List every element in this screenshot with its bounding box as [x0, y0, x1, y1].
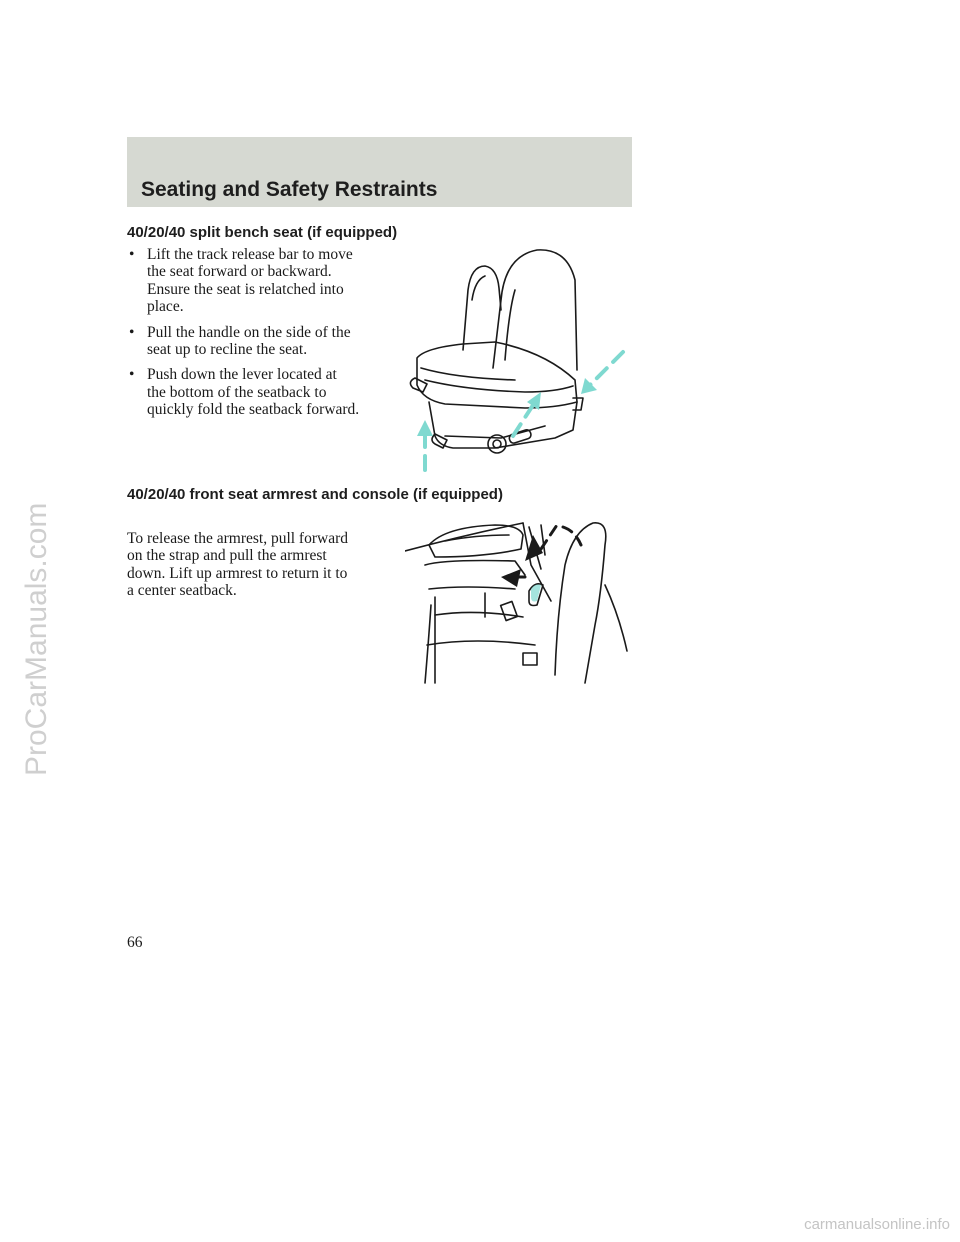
paragraph-line: a center seatback. — [127, 582, 237, 600]
bullet-dot: • — [129, 366, 135, 384]
armrest-console-illustration — [405, 505, 633, 685]
bullet-line: Lift the track release bar to move — [147, 246, 353, 263]
bullet-item — [127, 246, 397, 316]
bullet-dot: • — [129, 246, 135, 263]
footer-watermark: carmanualsonline.info — [804, 1216, 950, 1233]
bullet-line: Pull the handle on the side of the — [147, 323, 351, 341]
paragraph-line: on the strap and pull the armrest — [127, 547, 327, 565]
bullet-line: place. — [147, 298, 184, 316]
bullet-item — [127, 324, 397, 359]
bullet-line: seat up to recline the seat. — [147, 341, 308, 359]
bullet-item — [127, 366, 397, 418]
bullet-line: the bottom of the seatback to — [147, 383, 327, 401]
armrest-heading: 40/20/40 front seat armrest and console (if equipped) — [127, 486, 503, 503]
bullet-line: Ensure the seat is relatched into — [147, 280, 344, 298]
side-watermark — [2, 440, 58, 780]
bullet-dot: • — [129, 323, 135, 341]
bullet-line: Push down the lever located at — [147, 366, 337, 384]
bullet-line: quickly fold the seatback forward. — [147, 401, 360, 419]
side-watermark-text: ProCarManuals.com — [20, 502, 53, 776]
section-title: Seating and Safety Restraints — [141, 178, 438, 201]
paragraph-line: down. Lift up armrest to return it to — [127, 564, 348, 582]
armrest-paragraph — [127, 530, 397, 600]
split-bench-bullet-list — [127, 246, 397, 427]
split-bench-heading: 40/20/40 split bench seat (if equipped) — [127, 224, 398, 241]
bench-seat-illustration — [405, 240, 635, 475]
page-number: 66 — [127, 934, 143, 951]
bullet-line: the seat forward or backward. — [147, 263, 332, 281]
paragraph-line: To release the armrest, pull forward — [127, 530, 348, 547]
